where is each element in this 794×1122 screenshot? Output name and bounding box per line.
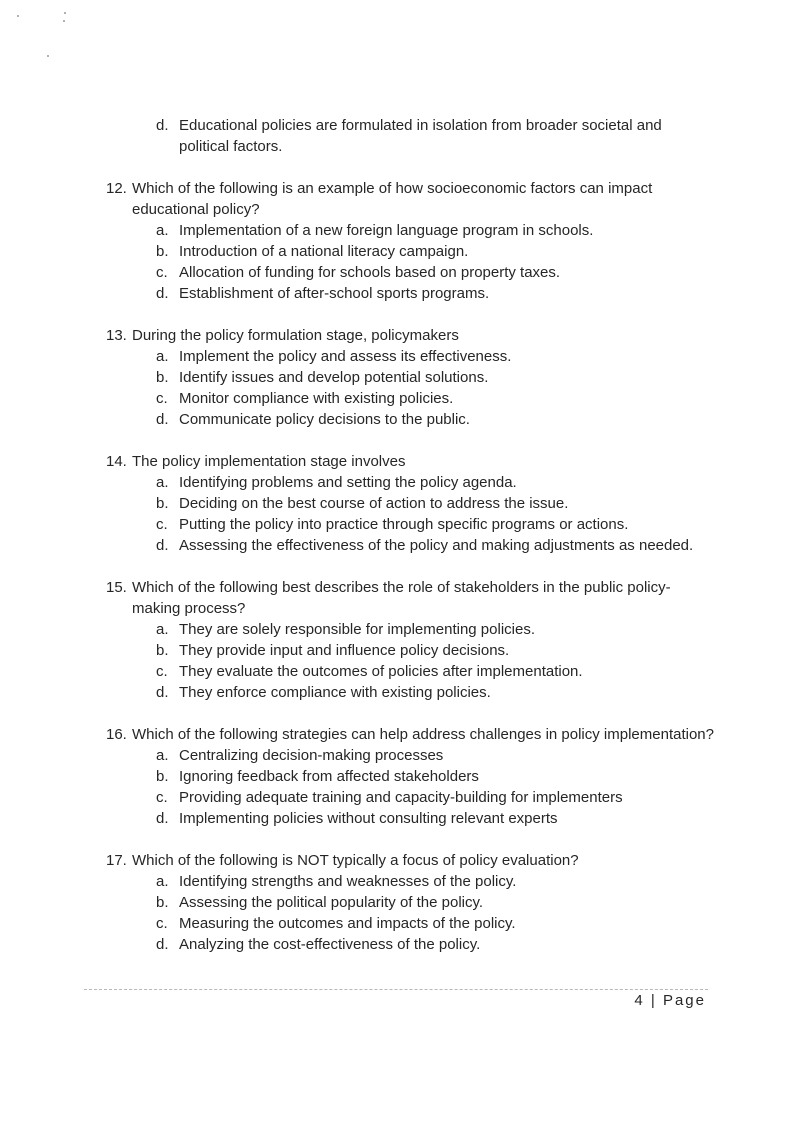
option-letter: a. — [156, 348, 169, 365]
question-stem — [0, 577, 794, 619]
option-item — [0, 472, 794, 493]
question-number: 14. — [106, 453, 127, 470]
option-list — [0, 472, 794, 556]
option-letter: a. — [156, 621, 169, 638]
question-text: Which of the following strategies can help address challenges in policy implementation? — [132, 726, 714, 743]
option-text: Putting the policy into practice through specific programs or actions. — [179, 516, 629, 533]
option-item — [0, 241, 794, 262]
option-item — [0, 409, 794, 430]
option-text: Implement the policy and assess its effectiveness. — [179, 348, 512, 365]
question-text: The policy implementation stage involves — [132, 453, 406, 470]
option-letter: b. — [156, 894, 169, 911]
option-text: Identifying strengths and weaknesses of the policy. — [179, 873, 517, 890]
option-letter: a. — [156, 747, 169, 764]
question-stem — [0, 178, 794, 220]
question-stem — [0, 724, 794, 745]
option-letter: d. — [156, 285, 169, 302]
question-number: 17. — [106, 852, 127, 869]
option-letter: b. — [156, 642, 169, 659]
option-text: Centralizing decision-making processes — [179, 747, 444, 764]
question-stem — [0, 850, 794, 871]
option-item — [0, 766, 794, 787]
question-stem — [0, 451, 794, 472]
option-text: Ignoring feedback from affected stakeholders — [179, 768, 479, 785]
option-letter: c. — [156, 789, 168, 806]
question-text: During the policy formulation stage, policymakers — [132, 327, 459, 344]
option-item — [0, 661, 794, 682]
option-text: Assessing the political popularity of the policy. — [179, 894, 484, 911]
option-list — [0, 871, 794, 955]
option-text: Establishment of after-school sports programs. — [179, 285, 490, 302]
option-text: They evaluate the outcomes of policies after implementation. — [179, 663, 583, 680]
option-item — [0, 514, 794, 535]
option-item — [0, 220, 794, 241]
option-item — [0, 283, 794, 304]
option-letter: b. — [156, 768, 169, 785]
option-text: Providing adequate training and capacity-building for implementers — [179, 789, 623, 806]
option-list — [0, 745, 794, 829]
option-item — [0, 367, 794, 388]
option-letter: a. — [156, 873, 169, 890]
option-item — [0, 388, 794, 409]
option-item — [0, 619, 794, 640]
option-item — [0, 346, 794, 367]
option-text: They provide input and influence policy decisions. — [179, 642, 510, 659]
option-list — [0, 346, 794, 430]
option-text: Identifying problems and setting the policy agenda. — [179, 474, 517, 491]
option-text: Educational policies are formulated in isolation from broader societal and political factors. — [179, 117, 662, 155]
question-number: 16. — [106, 726, 127, 743]
option-list — [0, 220, 794, 304]
scan-speck — [17, 15, 19, 17]
option-letter: b. — [156, 369, 169, 386]
option-text: Analyzing the cost-effectiveness of the policy. — [179, 936, 481, 953]
option-item — [0, 913, 794, 934]
option-text: Monitor compliance with existing policies. — [179, 390, 454, 407]
footer-divider — [84, 989, 708, 990]
option-letter: b. — [156, 495, 169, 512]
option-letter: d. — [156, 537, 169, 554]
option-letter: c. — [156, 915, 168, 932]
question-13 — [0, 325, 794, 430]
option-letter: d. — [156, 936, 169, 953]
question-12 — [0, 178, 794, 304]
option-text: Implementing policies without consulting relevant experts — [179, 810, 558, 827]
question-14 — [0, 451, 794, 556]
option-item — [0, 262, 794, 283]
option-letter: a. — [156, 222, 169, 239]
question-number: 15. — [106, 579, 127, 596]
scan-speck — [64, 12, 66, 14]
option-letter: a. — [156, 474, 169, 491]
option-text: Implementation of a new foreign language program in schools. — [179, 222, 594, 239]
option-item — [0, 640, 794, 661]
option-item — [0, 535, 794, 556]
scan-speck — [63, 20, 65, 22]
option-text: Allocation of funding for schools based on property taxes. — [179, 264, 561, 281]
option-text: Communicate policy decisions to the public. — [179, 411, 470, 428]
page-number: 4 | Page — [634, 992, 706, 1009]
option-item — [0, 745, 794, 766]
question-text: Which of the following best describes the role of stakeholders in the public policy-making process? — [132, 579, 671, 617]
document-body — [0, 115, 794, 976]
option-text: They enforce compliance with existing policies. — [179, 684, 491, 701]
option-letter: d. — [156, 117, 169, 134]
question-number: 13. — [106, 327, 127, 344]
option-item — [0, 892, 794, 913]
question-15 — [0, 577, 794, 703]
option-text: Measuring the outcomes and impacts of the policy. — [179, 915, 516, 932]
option-letter: d. — [156, 684, 169, 701]
scan-speck — [47, 55, 49, 57]
question-16 — [0, 724, 794, 829]
question-number: 12. — [106, 180, 127, 197]
question-17 — [0, 850, 794, 955]
question-text: Which of the following is an example of how socioeconomic factors can impact educational policy? — [132, 180, 653, 218]
option-item — [0, 934, 794, 955]
option-text: Introduction of a national literacy campaign. — [179, 243, 469, 260]
option-text: Identify issues and develop potential solutions. — [179, 369, 489, 386]
option-text: They are solely responsible for implementing policies. — [179, 621, 536, 638]
question-text: Which of the following is NOT typically a focus of policy evaluation? — [132, 852, 579, 869]
option-text: Deciding on the best course of action to address the issue. — [179, 495, 569, 512]
option-letter: c. — [156, 264, 168, 281]
option-letter: c. — [156, 516, 168, 533]
option-letter: d. — [156, 411, 169, 428]
question-stem — [0, 325, 794, 346]
option-item — [0, 787, 794, 808]
option-item — [0, 871, 794, 892]
option-list — [0, 619, 794, 703]
option-item — [0, 493, 794, 514]
option-letter: c. — [156, 390, 168, 407]
option-text: Assessing the effectiveness of the policy and making adjustments as needed. — [179, 537, 694, 554]
option-letter: d. — [156, 810, 169, 827]
option-item — [0, 808, 794, 829]
option-letter: c. — [156, 663, 168, 680]
continued-option — [0, 115, 794, 157]
option-letter: b. — [156, 243, 169, 260]
option-item — [0, 682, 794, 703]
